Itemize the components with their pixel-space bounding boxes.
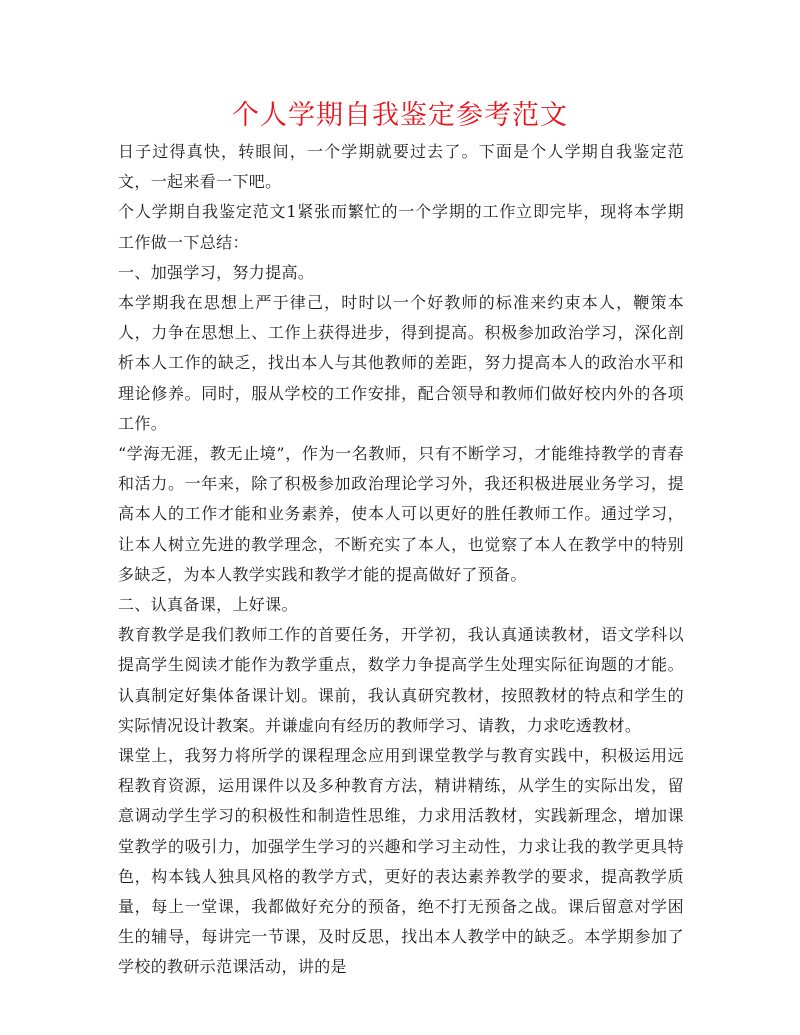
paragraph-learning: “学海无涯，教无止境”，作为一名教师，只有不断学习，才能维持教学的青春和活力。一年来，除了积极参加政治理论学习外，我还积极进展业务学习，提高本人的工作才能和业务素养，使本人可以更好的胜任教师工作。通过学习，让本人树立先进的教学理念，不断充实了本人，也觉察了本人在教学中的特别多缺乏，为本人教学实践和教学才能的提高做好了预备。 <box>118 444 684 584</box>
paragraph-study: 本学期我在思想上严于律己，时时以一个好教师的标准来约束本人，鞭策本人，力争在思想上、工作上获得进步，得到提高。积极参加政治学习，深化剖析本人工作的缺乏，找出本人与其他教师的差距，努力提高本人的政治水平和理论修养。同时，服从学校的工作安排，配合领导和教师们做好校内外的各项工作。 <box>118 293 684 433</box>
paragraph-lesson-prep: 教育教学是我们教师工作的首要任务，开学初，我认真通读教材，语文学科以提高学生阅读才能作为教学重点，数学力争提高学生处理实际征询题的才能。认真制定好集体备课计划。课前，我认真研究教材，按照教材的特点和学生的实际情况设计教案。并谦虚向有经历的教师学习、请教，力求吃透教材。 <box>118 625 684 735</box>
paragraph-intro: 日子过得真快，转眼间，一个学期就要过去了。下面是个人学期自我鉴定范文，一起来看一下吧。 <box>118 142 684 192</box>
section-heading-lessons: 二、认真备课，上好课。 <box>118 595 298 615</box>
paragraph-sample-heading: 个人学期自我鉴定范文1紧张而繁忙的一个学期的工作立即完毕，现将本学期工作做一下总结： <box>118 202 684 252</box>
paragraph-classroom: 课堂上，我努力将所学的课程理念应用到课堂教学与教育实践中，积极运用远程教育资源，运用课件以及多种教育方法，精讲精练，从学生的实际出发，留意调动学生学习的积极性和制造性思维，力求用活教材，实践新理念，增加课堂教学的吸引力，加强学生学习的兴趣和学习主动性，力求让我的教学更具特色，构本钱人独具风格的教学方式，更好的表达素养教学的要求，提高教学质量，每上一堂课，我都做好充分的预备，绝不打无预备之战。课后留意对学困生的辅导，每讲完一节课，及时反思，找出本人教学中的缺乏。本学期参加了学校的教研示范课活动，讲的是 <box>118 746 684 977</box>
document-body <box>118 137 684 983</box>
document-title: 个人学期自我鉴定参考范文 <box>232 100 568 131</box>
section-heading-study: 一、加强学习，努力提高。 <box>118 262 315 282</box>
